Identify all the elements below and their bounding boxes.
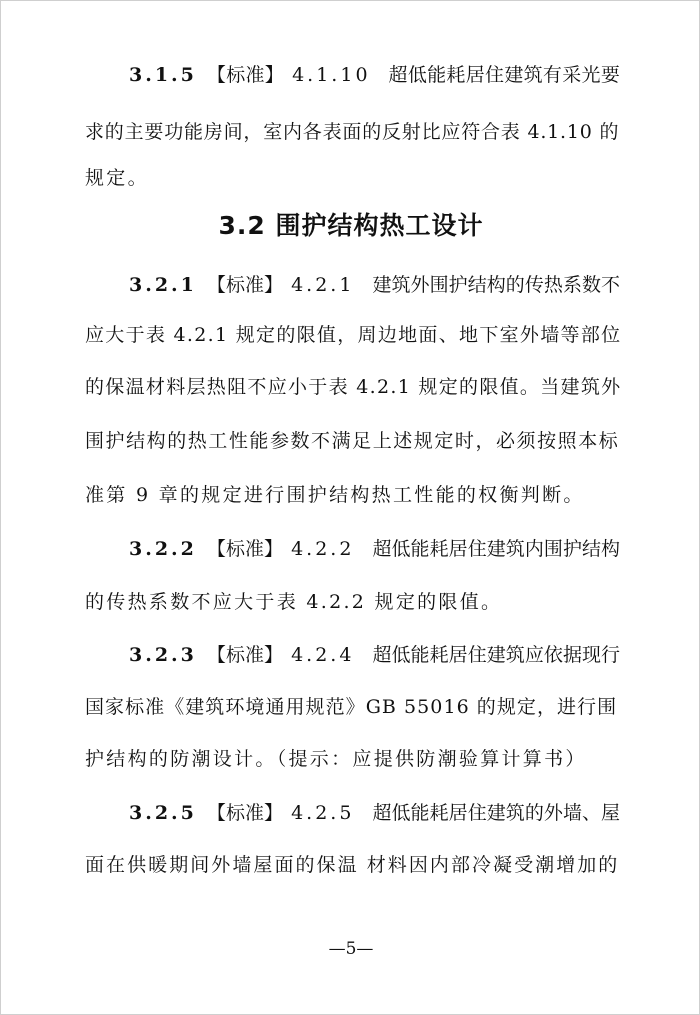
clause-number: 3.2.3 (129, 644, 197, 666)
clause-reference: 4.2.2 (291, 538, 355, 560)
text-line: 护结构的防潮设计。（提示：应提供防潮验算计算书） (85, 748, 587, 770)
clause-3-1-5-first-line (129, 61, 620, 89)
clause-text: 建筑外围护结构的传热系数不 (372, 274, 621, 296)
clause-reference: 4.1.10 (292, 64, 371, 86)
clause-number: 3.2.1 (129, 274, 197, 296)
text-line: 求的主要功能房间，室内各表面的反射比应符合表 4.1.10 的 (85, 121, 620, 143)
text-line: 面在供暖期间外墙屋面的保温 材料因内部冷凝受潮增加的 (85, 854, 620, 876)
text-line: 围护结构的热工性能参数不满足上述规定时，必须按照本标 (85, 430, 620, 452)
clause-tag: 【标准】 (206, 64, 285, 86)
clause-tag: 【标准】 (206, 802, 284, 824)
clause-number: 3.2.2 (129, 538, 197, 560)
clause-reference: 4.2.5 (291, 802, 355, 824)
clause-reference: 4.2.1 (291, 274, 355, 296)
clause-text: 超低能耗居住建筑应依据现行 (372, 644, 621, 666)
clause-3-2-5-first-line (129, 799, 620, 827)
text-line: 国家标准《建筑环境通用规范》GB 55016 的规定，进行围 (85, 696, 618, 718)
clause-3-2-2-first-line (129, 535, 620, 563)
clause-3-2-1-first-line (129, 271, 620, 299)
clause-number: 3.1.5 (129, 64, 197, 86)
clause-number: 3.2.5 (129, 802, 197, 824)
text-line: 的传热系数不应大于表 4.2.2 规定的限值。 (85, 591, 503, 613)
clause-text: 超低能耗居住建筑的外墙、屋 (372, 802, 621, 824)
clause-tag: 【标准】 (206, 538, 284, 560)
clause-3-2-3-first-line (129, 641, 620, 669)
text-line: 的保温材料层热阻不应小于表 4.2.1 规定的限值。当建筑外 (85, 376, 622, 398)
text-line: 规定。 (85, 167, 149, 189)
clause-reference: 4.2.4 (291, 644, 355, 666)
section-heading: 3.2 围护结构热工设计 (218, 211, 484, 240)
text-line: 应大于表 4.2.1 规定的限值，周边地面、地下室外墙等部位 (85, 324, 622, 346)
clause-tag: 【标准】 (206, 274, 284, 296)
clause-text: 超低能耗居住建筑有采光要 (388, 64, 621, 86)
page-number: —5— (328, 939, 374, 959)
clause-text: 超低能耗居住建筑内围护结构 (372, 538, 621, 560)
clause-tag: 【标准】 (206, 644, 284, 666)
text-line: 准第 9 章的规定进行围护结构热工性能的权衡判断。 (85, 484, 585, 506)
